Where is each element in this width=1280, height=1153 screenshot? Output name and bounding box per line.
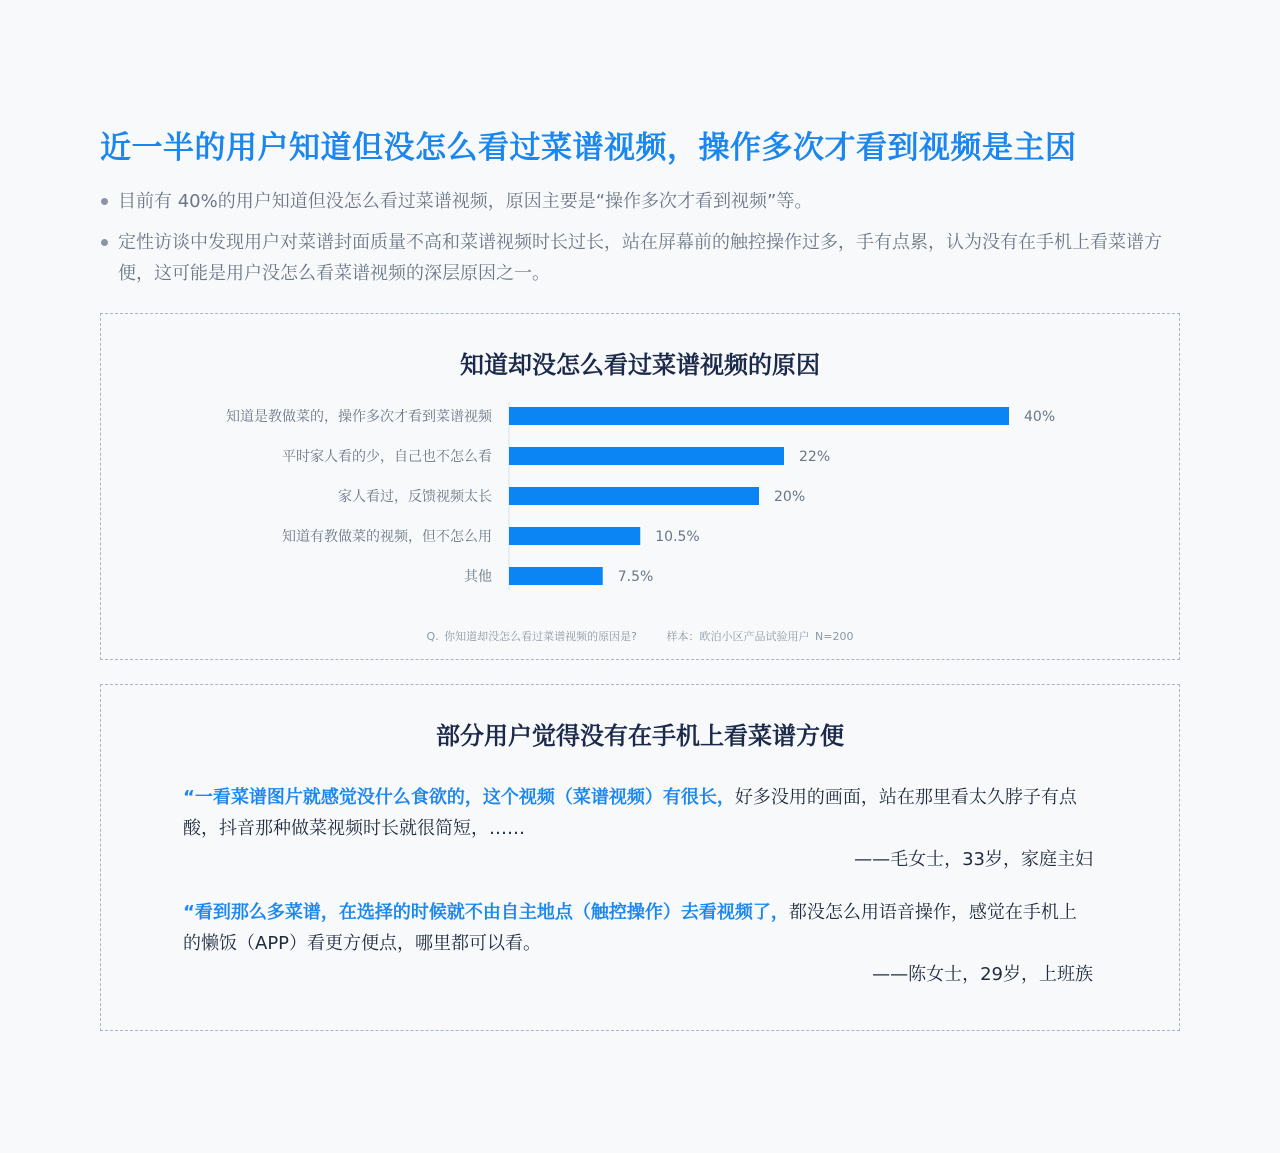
chart-panel [100,313,1180,660]
chart-title: 知道却没怎么看过菜谱视频的原因 [460,351,820,379]
category-label: 家人看过，反馈视频太长 [338,489,492,505]
user-quote [183,782,1093,875]
quotes-panel [100,684,1180,1031]
bar [509,527,640,545]
bar [509,447,784,465]
bar [509,487,759,505]
quote-body: 都没怎么用语音操作，感觉在手机上的懒饭（APP）看更方便点，哪里都可以看。 [183,902,1077,954]
bullet-dot-icon [101,198,108,205]
value-label: 40% [1024,409,1056,425]
bullet-text: 定性访谈中发现用户对菜谱封面质量不高和菜谱视频时长过长，站在屏幕前的触控操作过多，手有点累，认为没有在手机上看菜谱方便，这可能是用户没怎么看菜谱视频的深层原因之一。 [118,232,1162,284]
value-label: 7.5% [617,569,654,585]
page-headline: 近一半的用户知道但没怎么看过菜谱视频，操作多次才看到视频是主因 [100,130,1077,166]
category-label: 知道有教做菜的视频，但不怎么用 [282,529,492,545]
value-label: 22% [799,449,831,465]
quote-author: ——毛女士，33岁，家庭主妇 [854,849,1093,870]
sample-info: 样本：欧泊小区产品试验用户 N=200 [666,630,854,643]
category-label: 平时家人看的少，自己也不怎么看 [282,449,492,465]
quote-highlight: “看到那么多菜谱，在选择的时候就不由自主地点（触控操作）去看视频了， [183,902,789,923]
value-label: 20% [774,489,806,505]
quote-highlight: “一看菜谱图片就感觉没什么食欲的，这个视频（菜谱视频）有很长， [183,787,735,808]
summary-bullet [100,227,1190,289]
bar [509,407,1009,425]
quote-body: 好多没用的画面，站在那里看太久脖子有点酸，抖音那种做菜视频时长就很简短，…… [183,787,1077,839]
summary-bullets [100,186,1190,299]
category-label: 知道是教做菜的，操作多次才看到菜谱视频 [226,409,492,425]
user-quote [183,897,1093,990]
category-label: 其他 [464,569,492,585]
quote-text [183,782,1093,844]
bullet-text: 目前有 40%的用户知道但没怎么看过菜谱视频，原因主要是“操作多次才看到视频”等。 [118,191,813,212]
bullet-dot-icon [101,239,108,246]
survey-question: Q. 你知道却没怎么看过菜谱视频的原因是? [426,630,638,643]
quotes-title: 部分用户觉得没有在手机上看菜谱方便 [436,722,844,750]
value-label: 10.5% [655,529,700,545]
chart-footnote [101,628,1179,644]
bar [509,567,603,585]
quote-text [183,897,1093,959]
quote-author: ——陈女士，29岁，上班族 [872,964,1093,985]
summary-bullet [100,186,1190,217]
